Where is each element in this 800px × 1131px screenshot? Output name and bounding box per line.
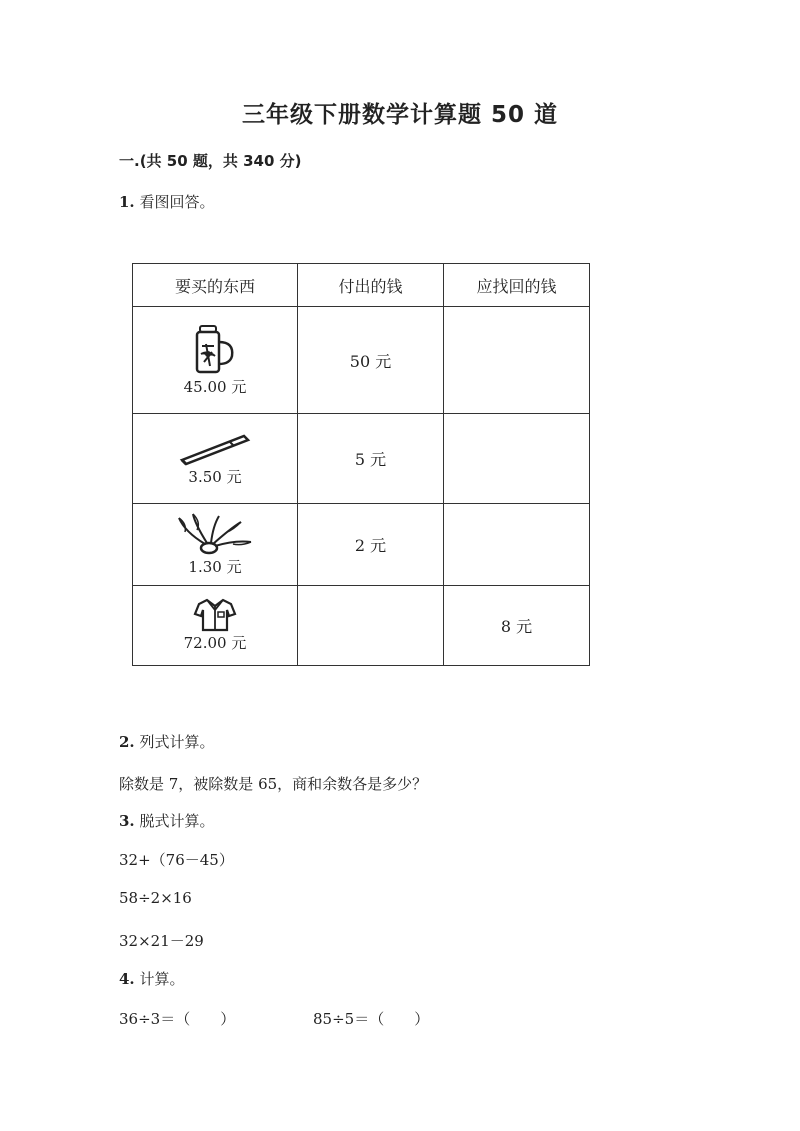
question-4	[119, 968, 184, 989]
paid-cell: 2 元	[298, 504, 444, 586]
table-header-row	[133, 264, 590, 307]
calc-item: 36÷3＝（ ）	[119, 1010, 236, 1028]
question-text: 看图回答。	[139, 193, 215, 211]
item-price: 1.30 元	[188, 558, 242, 576]
expression: 32+（76－45）	[119, 851, 234, 869]
calc-item: 85÷5＝（ ）	[313, 1010, 430, 1028]
shirt-icon	[133, 598, 297, 632]
question-3	[119, 810, 214, 831]
section-heading: 一.(共 50 题，共 340 分)	[119, 152, 302, 170]
header-item: 要买的东西	[133, 264, 298, 307]
item-cell	[133, 414, 298, 504]
question-text: 脱式计算。	[139, 812, 215, 830]
shopping-table	[132, 263, 590, 666]
expression: 58÷2×16	[119, 889, 192, 907]
question-number: 4.	[119, 970, 135, 988]
item-cell	[133, 307, 298, 414]
question-1	[119, 191, 214, 212]
question-text: 计算。	[139, 970, 185, 988]
item-price: 72.00 元	[183, 634, 247, 652]
expression: 32×21－29	[119, 932, 204, 950]
page-title: 三年级下册数学计算题 50 道	[241, 102, 559, 128]
table-row	[133, 586, 590, 666]
question-number: 2.	[119, 733, 135, 751]
paid-cell: 50 元	[298, 307, 444, 414]
question-number: 1.	[119, 193, 135, 211]
paid-cell: 5 元	[298, 414, 444, 504]
table-row	[133, 414, 590, 504]
thermos-icon	[133, 324, 297, 376]
change-cell	[444, 414, 590, 504]
item-cell	[133, 504, 298, 586]
pen-icon	[133, 430, 297, 466]
question-text: 列式计算。	[139, 733, 215, 751]
item-price: 45.00 元	[183, 377, 247, 396]
change-cell: 8 元	[444, 586, 590, 666]
question-2	[119, 731, 214, 752]
shuttlecock-icon	[133, 512, 297, 556]
change-cell	[444, 504, 590, 586]
item-cell	[133, 586, 298, 666]
header-paid: 付出的钱	[298, 264, 444, 307]
table-row	[133, 504, 590, 586]
item-price: 3.50 元	[188, 468, 242, 486]
table-row	[133, 307, 590, 414]
question-2-problem: 除数是 7，被除数是 65，商和余数各是多少？	[119, 775, 428, 793]
paid-cell	[298, 586, 444, 666]
header-change: 应找回的钱	[444, 264, 590, 307]
change-cell	[444, 307, 590, 414]
question-number: 3.	[119, 812, 135, 830]
